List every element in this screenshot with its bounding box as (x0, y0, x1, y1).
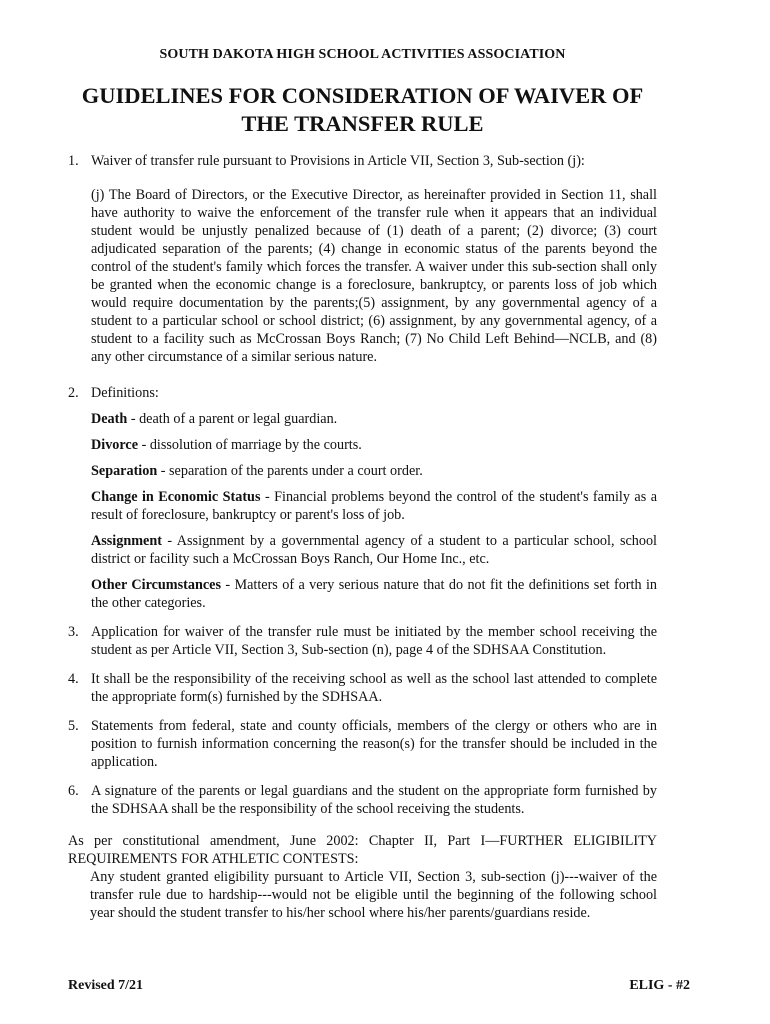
item-number: 6. (68, 783, 79, 799)
definition-text: - separation of the parents under a court order. (157, 463, 423, 479)
definition-term: Other Circumstances (91, 577, 221, 593)
item-number: 5. (68, 718, 79, 734)
page-title: GUIDELINES FOR CONSIDERATION OF WAIVER OF THE TRANSFER RULE (81, 83, 644, 136)
revision-date: Revised 7/21 (68, 978, 144, 993)
page-code: ELIG - #2 (629, 978, 690, 993)
definition-other-circumstances (91, 576, 657, 612)
definition-text: - Matters of a very serious nature that do not fit the definitions set forth in the other categories. (91, 577, 657, 611)
definitions-label: Definitions: (91, 385, 159, 401)
rule-quote: (j) The Board of Directors, or the Executive Director, as hereinafter provided in Section 11, shall have authority to waive the enforcement of the transfer rule when it appears that an individual student would be unjustly penalized because of (1) death of a parent; (2) divorce; (3) court adjudicated separation of the parents; (4) change in economic status of the parents beyond the control of the student's family which forces the transfer. A waiver under this sub-section shall only be granted when the economic change is a foreclosure, bankruptcy, or parents loss of job which would require documentation by the parents;(5) assignment, by any governmental agency of a student to a particular school or school district; (6) assignment, by any governmental agency, of a student to a facility such as McCrossan Boys Ranch; (7) No Child Left Behind—NCLB, and (8) any other circumstance of a similar serious nature. (91, 187, 657, 365)
amendment-heading: As per constitutional amendment, June 2002: Chapter II, Part I—FURTHER ELIGIBILITY REQUIREMENTS FOR ATHLETIC CONTESTS: (68, 833, 657, 867)
definition-text: - Financial problems beyond the control of the student's family as a result of foreclosure, bankruptcy or parent's loss of job. (91, 489, 658, 523)
item-number: 1. (68, 153, 79, 169)
list-item (68, 152, 657, 366)
amendment-detail: Any student granted eligibility pursuant to Article VII, Section 3, sub-section (j)---waiver of the transfer rule due to hardship---would not be eligible until the beginning of the following school year should the student transfer to his/her school where his/her parents/guardians reside. (90, 869, 657, 921)
item-number: 2. (68, 385, 79, 401)
definition-term: Change in Economic Status (91, 489, 261, 505)
definition-term: Death (91, 411, 128, 427)
list-item (68, 670, 657, 706)
definition-divorce (91, 436, 657, 454)
list-item (68, 384, 657, 612)
page-footer (68, 977, 690, 995)
definition-text: - Assignment by a governmental agency of a student to a particular school, school district or facility such a McCrossan Boys Ranch, Our Home Inc., etc. (91, 533, 657, 567)
definition-assignment (91, 532, 657, 568)
organization-name: SOUTH DAKOTA HIGH SCHOOL ACTIVITIES ASSOCIATION (159, 47, 566, 62)
list-item (68, 623, 657, 659)
definition-separation (91, 462, 657, 480)
definition-text: - dissolution of marriage by the courts. (138, 437, 362, 453)
item-text: It shall be the responsibility of the receiving school as well as the school last attended to complete the appropriate form(s) furnished by the SDHSAA. (91, 671, 657, 705)
definition-term: Separation (91, 463, 158, 479)
definition-term: Divorce (91, 437, 139, 453)
definition-term: Assignment (91, 533, 162, 549)
item-text: Statements from federal, state and county officials, members of the clergy or others who are in position to furnish information concerning the reason(s) for the transfer should be included in the application. (91, 718, 657, 770)
list-item (68, 717, 657, 771)
definition-text: - death of a parent or legal guardian. (127, 411, 338, 427)
list-item (68, 782, 657, 818)
item-intro: Waiver of transfer rule pursuant to Provisions in Article VII, Section 3, Sub-section (j): (91, 153, 585, 169)
item-number: 4. (68, 671, 79, 687)
item-number: 3. (68, 624, 79, 640)
item-text: A signature of the parents or legal guardians and the student on the appropriate form furnished by the SDHSAA shall be the responsibility of the school receiving the students. (91, 783, 657, 817)
item-text: Application for waiver of the transfer rule must be initiated by the member school receiving the student as per Article VII, Section 3, Sub-section (n), page 4 of the SDHSAA Constitution. (91, 624, 657, 658)
definition-economic-status (91, 488, 657, 524)
definition-death (91, 410, 657, 428)
